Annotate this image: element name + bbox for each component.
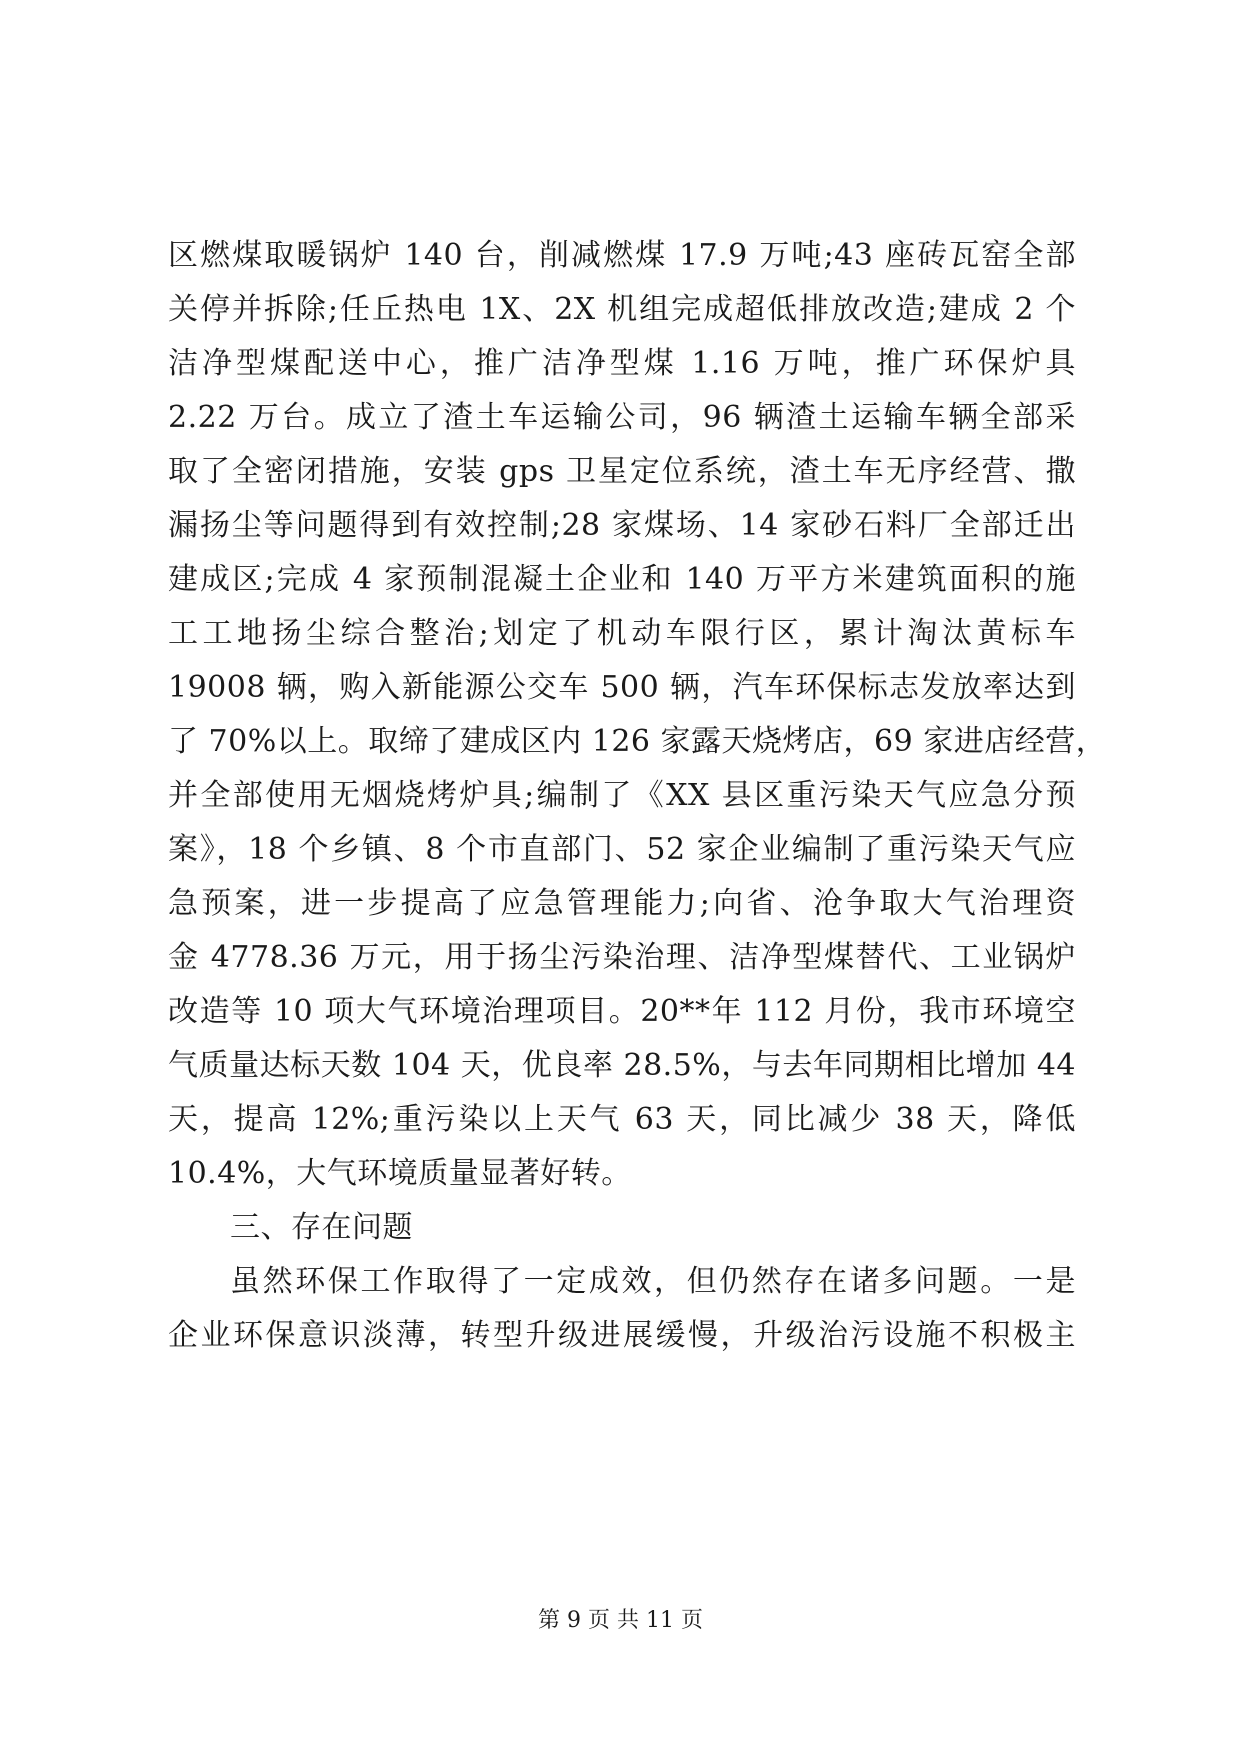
- text-line: 改造等 10 项大气环境治理项目。20**年 112 月份，我市环境空: [168, 994, 1076, 1029]
- text-line: 了 70%以上。取缔了建成区内 126 家露天烧烤店，69 家进店经营，: [168, 724, 1107, 759]
- text-line: 案》，18 个乡镇、8 个市直部门、52 家企业编制了重污染天气应: [168, 832, 1076, 867]
- text-line: 洁净型煤配送中心，推广洁净型煤 1.16 万吨，推广环保炉具: [168, 346, 1076, 381]
- text-line: 2.22 万台。成立了渣土车运输公司，96 辆渣土运输车辆全部采: [168, 400, 1076, 435]
- text-line: 急预案，进一步提高了应急管理能力;向省、沧争取大气治理资: [168, 886, 1076, 921]
- text-line: 区燃煤取暖锅炉 140 台，削减燃煤 17.9 万吨;43 座砖瓦窑全部: [168, 238, 1076, 273]
- document-body: [168, 229, 1107, 1363]
- text-line: 10.4%，大气环境质量显著好转。: [168, 1156, 632, 1191]
- paragraph-problems: [168, 1255, 1076, 1363]
- text-line: 取了全密闭措施，安装 gps 卫星定位系统，渣土车无序经营、撒: [168, 454, 1076, 489]
- text-line: 关停并拆除;任丘热电 1X、2X 机组完成超低排放改造;建成 2 个: [168, 292, 1076, 327]
- text-line: 金 4778.36 万元，用于扬尘污染治理、洁净型煤替代、工业锅炉: [168, 940, 1076, 975]
- section-heading: 三、存在问题: [230, 1210, 413, 1245]
- text-line: 工工地扬尘综合整治;划定了机动车限行区，累计淘汰黄标车: [168, 616, 1076, 651]
- text-line: 建成区;完成 4 家预制混凝土企业和 140 万平方米建筑面积的施: [168, 562, 1076, 597]
- paragraph-air-quality: [168, 229, 1107, 1201]
- text-line: 19008 辆，购入新能源公交车 500 辆，汽车环保标志发放率达到: [168, 670, 1076, 705]
- text-line: 虽然环保工作取得了一定成效，但仍然存在诸多问题。一是: [230, 1264, 1076, 1299]
- text-line: 漏扬尘等问题得到有效控制;28 家煤场、14 家砂石料厂全部迁出: [168, 508, 1076, 543]
- page-number-footer: 第 9 页 共 11 页: [538, 1608, 703, 1633]
- text-line: 天，提高 12%;重污染以上天气 63 天，同比减少 38 天，降低: [168, 1102, 1076, 1137]
- text-line: 并全部使用无烟烧烤炉具;编制了《XX 县区重污染天气应急分预: [168, 778, 1076, 813]
- text-line: 企业环保意识淡薄，转型升级进展缓慢，升级治污设施不积极主: [168, 1318, 1076, 1353]
- text-line: 气质量达标天数 104 天，优良率 28.5%，与去年同期相比增加 44: [168, 1048, 1076, 1083]
